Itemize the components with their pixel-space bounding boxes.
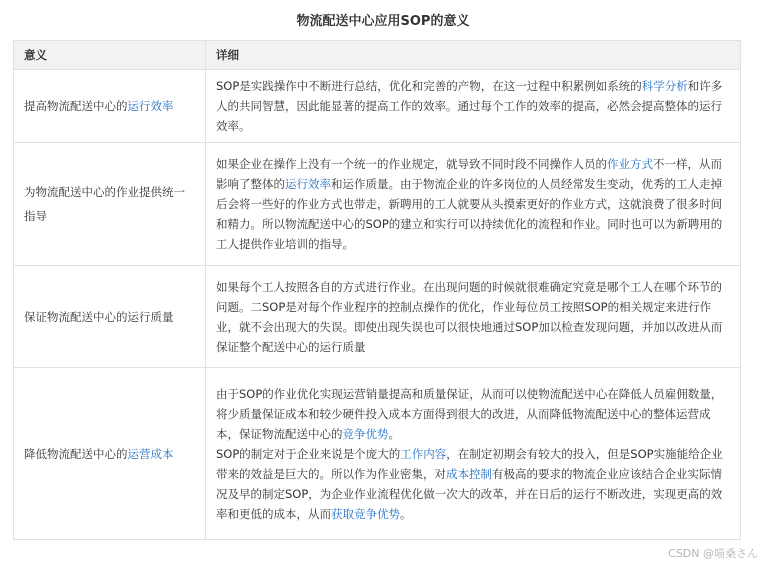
meaning-cell (14, 70, 206, 143)
detail-text: 如果企业在操作上没有一个统一的作业规定，就导致不同时段不同操作人员的 (216, 157, 607, 171)
table-header-row (14, 41, 741, 70)
work-content-link[interactable]: 工作内容 (400, 446, 447, 461)
sop-meaning-table (13, 40, 741, 540)
detail-text: 。 (388, 426, 400, 441)
detail-text: 由于SOP的作业优化实现运营销量提高和质量保证，从而可以使物流配送中心在降低人员雇佣数量，将少质量保证成本和较少硬件投入成本方面得到很大的改进，从而降低物流配送中心的整体运营成本，保证物流配送中心的 (216, 386, 723, 441)
detail-text: 不一样，从而影响了整体的 (216, 157, 722, 191)
detail-text: 有极高的要求的物流企业应该结合企业实际情况及早的制定SOP，为企业作业流程优化做一次大的改革，并在日后的运行不断改进，实现更高的效率和更低的成本，从而 (216, 466, 723, 521)
scientific-analysis-link[interactable]: 科学分析 (641, 79, 688, 93)
detail-text: 和运作质量。由于物流企业的许多岗位的人员经常发生变动，优秀的工人走掉后会将一些好的作业方式也带走，新聘用的工人就要从头摸索更好的作业方式，这就浪费了很多时间和精力。所以物流配送中心的SOP的建立和实行可以持续优化的流程和作业。同时也可以为新聘用的工人提供作业培训的指导。 (216, 177, 723, 251)
competitive-advantage-link[interactable]: 竞争优势 (342, 426, 389, 441)
table-row (14, 70, 741, 143)
operation-efficiency-link[interactable]: 运行效率 (285, 177, 331, 191)
detail-cell (206, 368, 741, 540)
column-header-meaning: 意义 (14, 41, 206, 70)
detail-paragraph (216, 384, 730, 444)
meaning-cell: 保证物流配送中心的运行质量 (14, 266, 206, 368)
meaning-cell (14, 368, 206, 540)
detail-text: SOP是实践操作中不断进行总结，优化和完善的产物，在这一过程中积累例如系统的 (216, 79, 642, 93)
detail-cell (206, 143, 741, 266)
csdn-watermark: CSDN @喵桑さん (668, 547, 758, 560)
page-title: 物流配送中心应用SOP的意义 (296, 14, 470, 29)
table-row (14, 266, 741, 368)
detail-text: 和许多人的共同智慧，因此能显著的提高工作的效率。通过每个工作的效率的提高，必然会提高整体的运行效率。 (216, 79, 723, 133)
detail-text: 。 (400, 506, 412, 521)
gain-competitive-advantage-link[interactable]: 获取竞争优势 (331, 506, 400, 521)
meaning-cell: 为物流配送中心的作业提供统一指导 (14, 143, 206, 266)
detail-cell (206, 70, 741, 143)
work-method-link[interactable]: 作业方式 (607, 157, 653, 171)
table-row (14, 368, 741, 540)
detail-text: ，在制定初期会有较大的投入，但是SOP实施能给企业带来的效益是巨大的。所以作为作业密集，对 (216, 446, 723, 481)
detail-text: SOP的制定对于企业来说是个庞大的 (216, 446, 401, 461)
operation-efficiency-link[interactable]: 运行效率 (127, 99, 174, 113)
column-header-detail: 详细 (206, 41, 741, 70)
cost-control-link[interactable]: 成本控制 (446, 466, 492, 481)
meaning-text: 降低物流配送中心的 (24, 446, 128, 461)
detail-paragraph (216, 444, 730, 524)
detail-cell: 如果每个工人按照各自的方式进行作业。在出现问题的时候就很难确定究竟是哪个工人在哪个环节的问题。二SOP是对每个作业程序的控制点操作的优化，作业每位员工按照SOP的相关规定来进行作业，就不会出现大的失误。即使出现失误也可以很快地通过SOP加以检查发现问题，并加以改进从而保证整个配送中心的运行质量 (206, 266, 741, 368)
table-row (14, 143, 741, 266)
meaning-text: 提高物流配送中心的 (24, 99, 128, 113)
operating-cost-link[interactable]: 运营成本 (127, 446, 174, 461)
